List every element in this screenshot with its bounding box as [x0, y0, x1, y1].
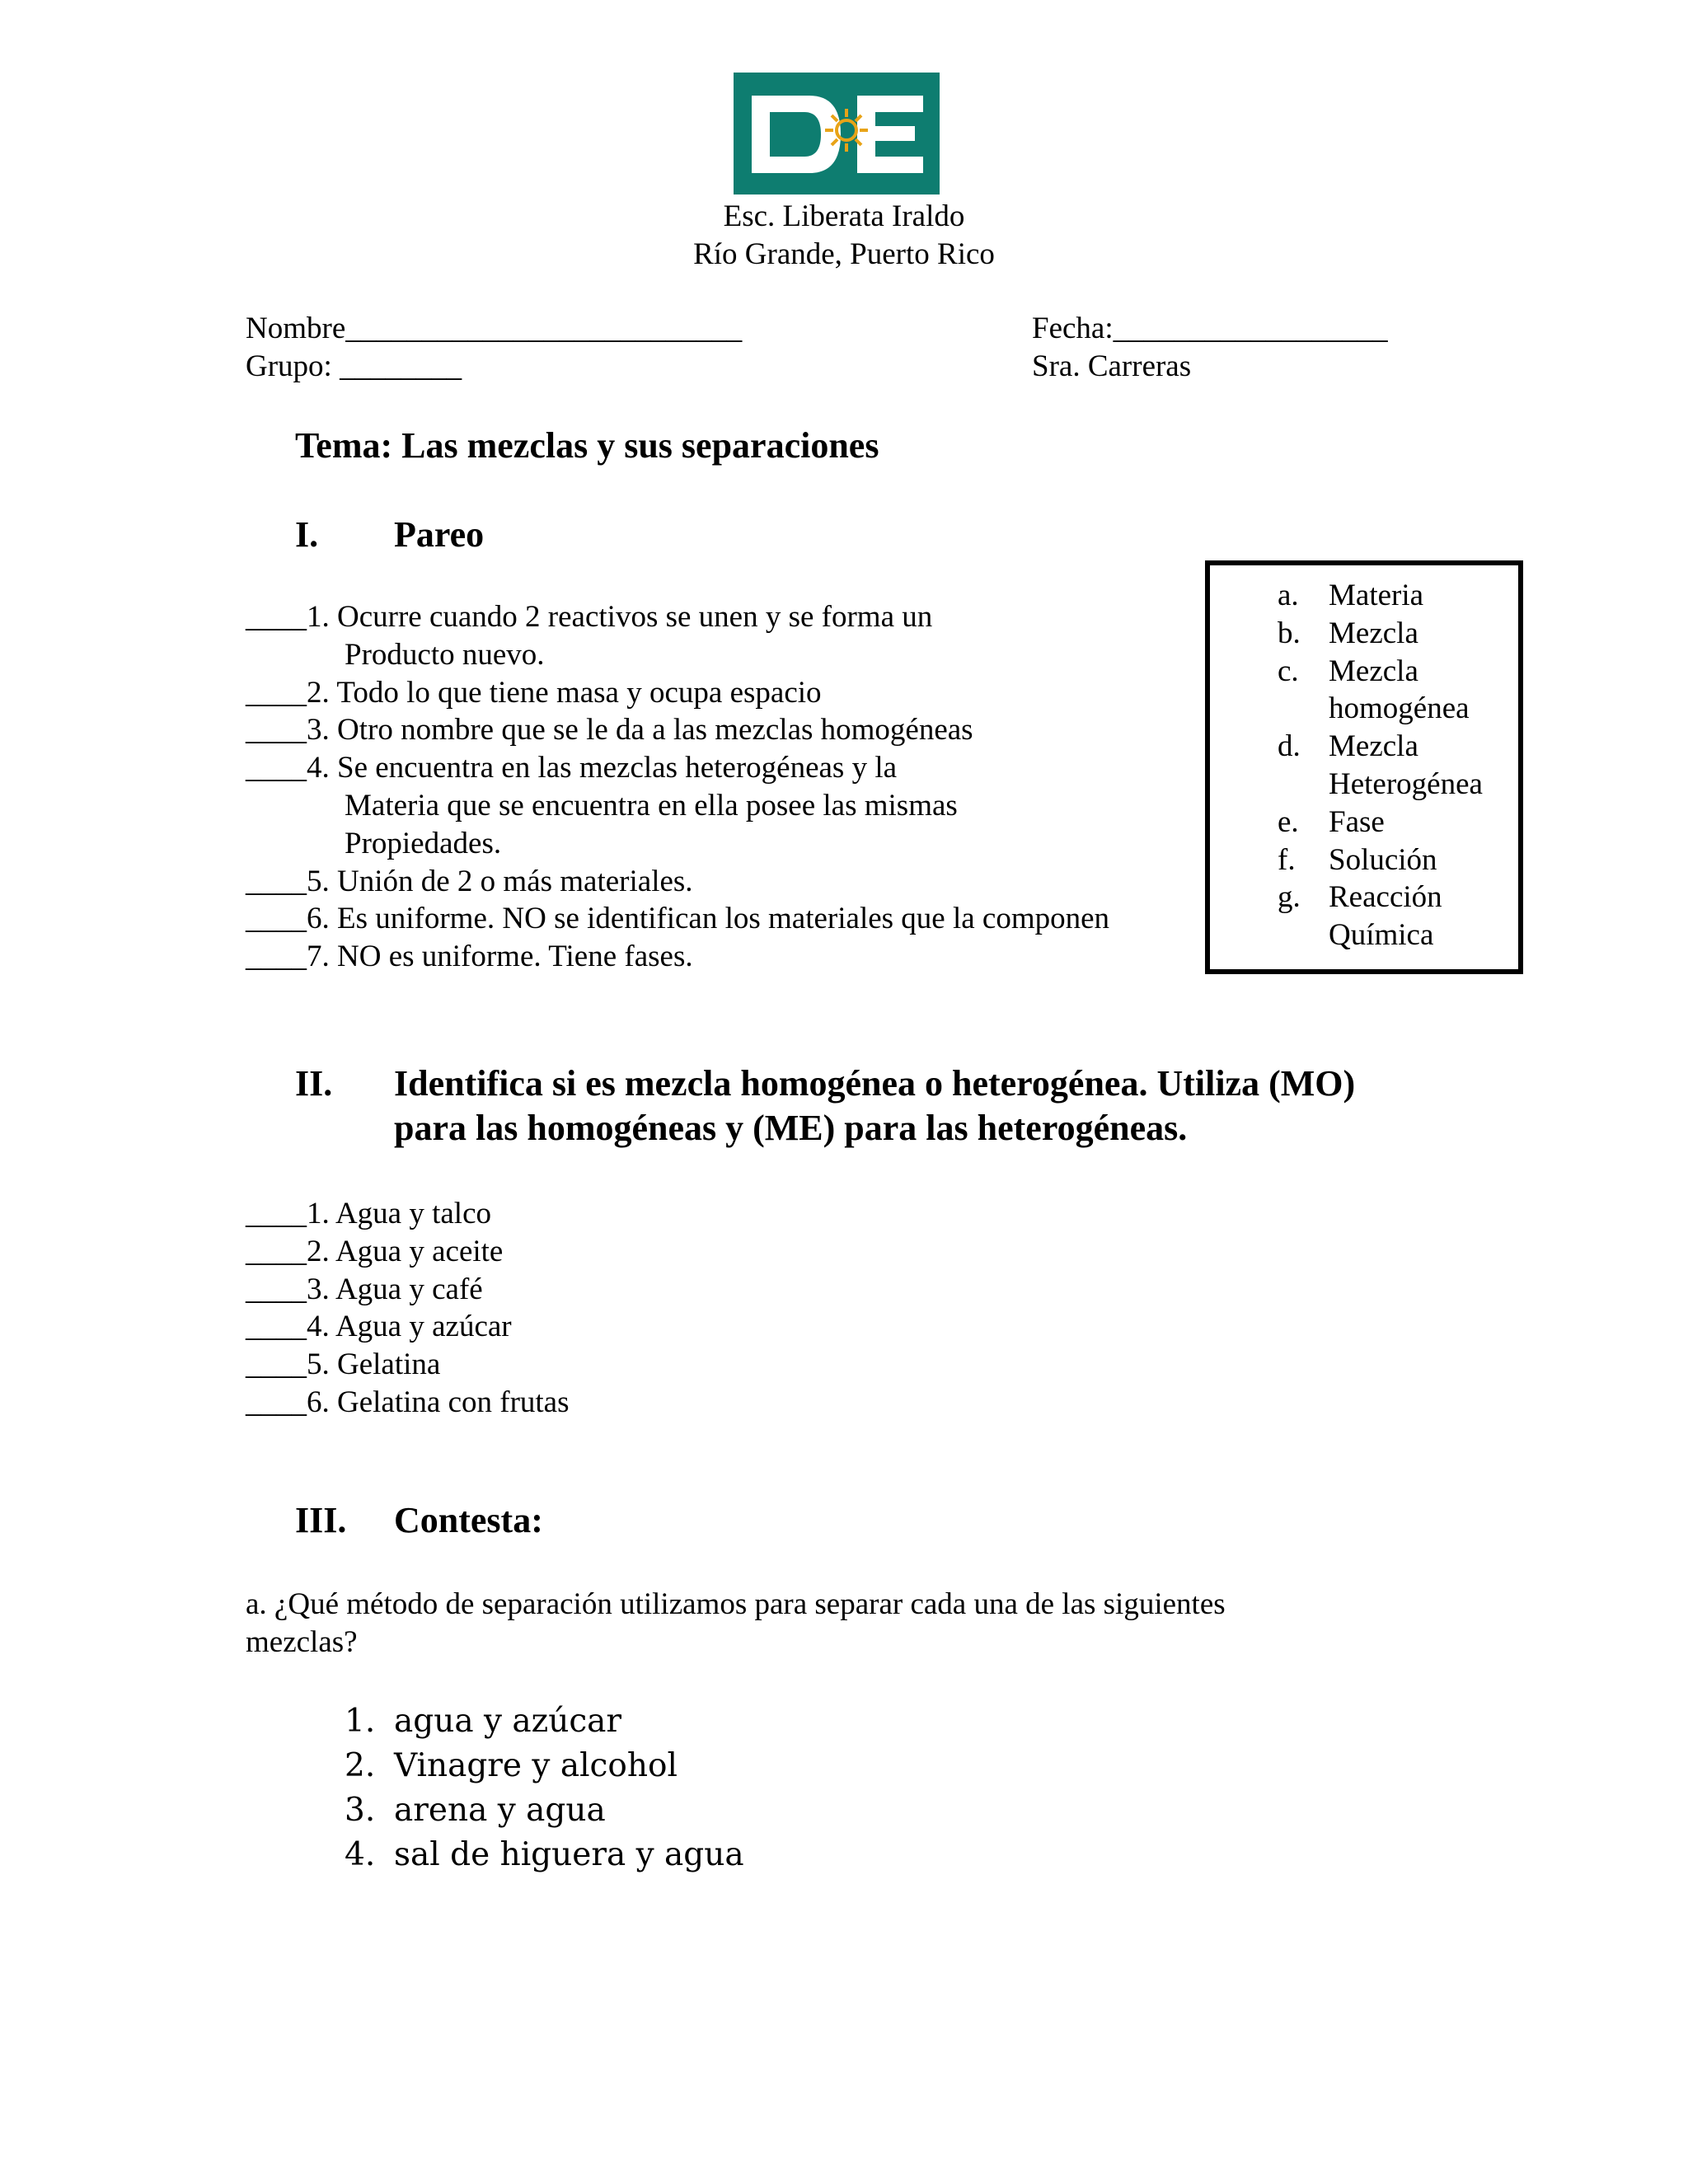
mezcla-list	[246, 1195, 570, 1422]
option-item: b. Mezcla	[1278, 616, 1418, 650]
mezcla-item: ____1. Agua y talco	[246, 1197, 492, 1230]
teacher-name: Sra. Carreras	[1032, 349, 1192, 383]
pareo-item: ____1. Ocurre cuando 2 reactivos se unen y se forma un	[246, 600, 933, 634]
option-item: a. Materia	[1278, 579, 1424, 612]
option-item: d. Mezcla	[1278, 729, 1418, 764]
methods-list	[345, 1699, 744, 1877]
section2-number: II.	[295, 1063, 333, 1104]
tema-title: Tema: Las mezclas y sus separaciones	[295, 425, 879, 466]
school-logo	[734, 73, 940, 194]
pareo-item: ____5. Unión de 2 o más materiales.	[246, 864, 693, 898]
nombre-field[interactable]: Nombre__________________________	[246, 312, 743, 345]
section1-title: Pareo	[394, 514, 485, 555]
section3-title: Contesta:	[394, 1500, 543, 1540]
option-item: e. Fase	[1278, 804, 1385, 839]
mezcla-item: ____3. Agua y café	[246, 1272, 483, 1306]
pareo-item: ____7. NO es uniforme. Tiene fases.	[246, 940, 693, 974]
method-item: 3. arena y agua	[345, 1792, 606, 1829]
mezcla-item: ____4. Agua y azúcar	[246, 1310, 512, 1344]
mezcla-item: ____2. Agua y aceite	[246, 1234, 504, 1268]
question-line1: a. ¿Qué método de separación utilizamos para separar cada una de las siguientes	[246, 1587, 1226, 1621]
school-name: Esc. Liberata Iraldo	[723, 199, 965, 233]
section2-title-line2: para las homogéneas y (ME) para las heterogéneas.	[394, 1108, 1188, 1148]
section1-number: I.	[295, 514, 319, 555]
pareo-item-continuation: Materia que se encuentra en ella posee las mismas	[345, 788, 958, 823]
section2-title-line1: Identifica si es mezcla homogénea o heterogénea. Utiliza (MO)	[394, 1063, 1356, 1104]
pareo-item: ____3. Otro nombre que se le da a las mezclas homogéneas	[246, 713, 973, 748]
method-item: 1. agua y azúcar	[345, 1703, 622, 1740]
method-item: 4. sal de higuera y agua	[345, 1836, 744, 1873]
pareo-item: ____2. Todo lo que tiene masa y ocupa espacio	[246, 675, 822, 710]
option-item: f. Solución	[1278, 842, 1437, 877]
pareo-item-continuation: Propiedades.	[345, 826, 502, 860]
mezcla-item: ____5. Gelatina	[246, 1347, 441, 1382]
pareo-item-continuation: Producto nuevo.	[345, 637, 545, 672]
pareo-list	[246, 598, 1109, 976]
section3-number: III.	[295, 1500, 347, 1540]
mezcla-item: ____6. Gelatina con frutas	[246, 1385, 570, 1419]
school-location: Río Grande, Puerto Rico	[693, 237, 995, 271]
option-item-continuation: Heterogénea	[1329, 766, 1483, 801]
option-item-continuation: homogénea	[1329, 691, 1470, 726]
option-item: g. Reacción	[1278, 880, 1442, 915]
pareo-item: ____6. Es uniforme. NO se identifican los materiales que la componen	[246, 902, 1110, 936]
question-line2: mezclas?	[246, 1625, 358, 1659]
fecha-field[interactable]: Fecha:__________________	[1032, 312, 1388, 345]
grupo-field[interactable]: Grupo: ________	[246, 349, 462, 383]
de-logo-graphic	[734, 73, 940, 194]
pareo-item: ____4. Se encuentra en las mezclas heterogéneas y la	[246, 751, 898, 785]
options-box	[1205, 560, 1523, 974]
method-item: 2. Vinagre y alcohol	[345, 1747, 678, 1784]
option-item-continuation: Química	[1329, 918, 1434, 953]
options-list	[1278, 577, 1483, 954]
option-item: c. Mezcla	[1278, 654, 1418, 688]
